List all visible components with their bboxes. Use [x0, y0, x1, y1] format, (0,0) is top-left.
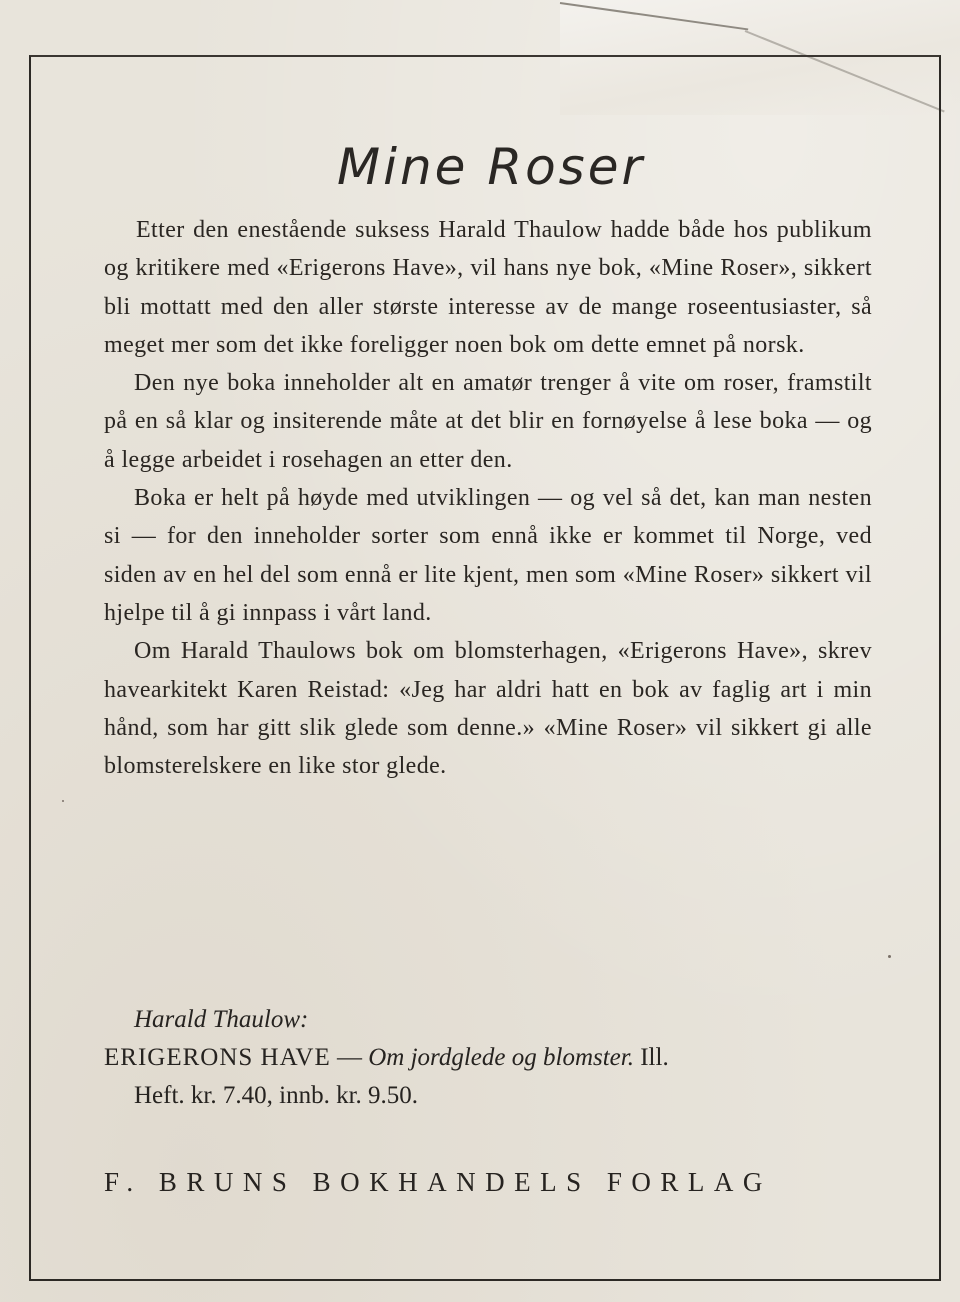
- paragraph: Etter den enestående suksess Harald Thaulow hadde både hos publikum og kritikere med «Erigerons Have», vil hans nye bok, «Mine Roser», sikkert bli mottatt med den aller største interesse av de mange roseentusiaster, så meget mer som det ikke foreligger noen bok om dette emnet på norsk.: [104, 217, 872, 358]
- credit-dash: —: [337, 1044, 362, 1071]
- credit-author: Harald Thaulow:: [134, 1006, 309, 1033]
- paragraph: Om Harald Thaulows bok om blomsterhagen, «Erigerons Have», skrev havearkitekt Karen Reistad: «Jeg har aldri hatt en bok av faglig art i min hånd, som har gitt slik glede som denne.» «Mine Roser» vil sikkert gi alle blomsterelskere en like stor glede.: [104, 638, 872, 780]
- publisher-name: F. BRUNS BOKHANDELS FORLAG: [104, 1167, 772, 1197]
- paper-speck: [62, 800, 64, 802]
- paragraph: Boka er helt på høyde med utviklingen — og vel så det, kan man nesten si — for den inneholder sorter som ennå ikke er kommet til Norge, ved siden av en hel del som ennå er lite kjent, men som «Mine Roser» sikkert vil hjelpe til å gi innpass i vårt land.: [104, 485, 872, 626]
- book-credit: [104, 1001, 884, 1115]
- paper-speck: [888, 955, 891, 958]
- credit-title-line: [104, 1039, 884, 1077]
- credit-price: Heft. kr. 7.40, innb. kr. 9.50.: [134, 1082, 419, 1109]
- page-title: Mine Roser: [336, 138, 646, 196]
- article-body: [104, 211, 872, 785]
- credit-subtitle: Om jordglede og blomster.: [368, 1044, 634, 1071]
- credit-book-title: ERIGERONS HAVE: [104, 1044, 331, 1071]
- credit-ill: Ill.: [640, 1044, 669, 1071]
- paragraph: Den nye boka inneholder alt en amatør trenger å vite om roser, framstilt på en så klar og insiterende måte at det blir en fornøyelse å lese boka — og å legge arbeidet i rosehagen an etter den.: [104, 370, 872, 473]
